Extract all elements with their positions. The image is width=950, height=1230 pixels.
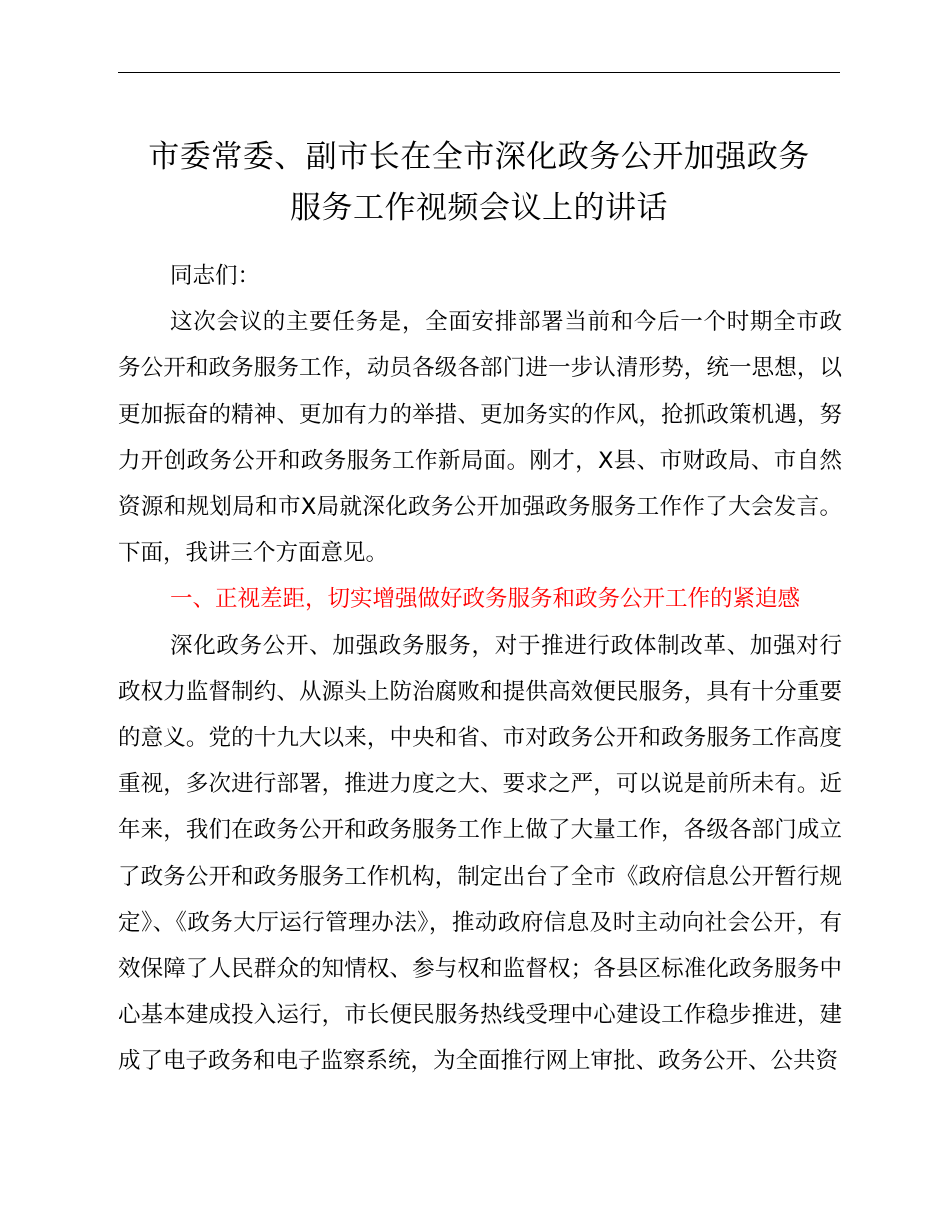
paragraph-intro: 这次会议的主要任务是，全面安排部署当前和今后一个时期全市政务公开和政务服务工作，动员各级各部门进一步认清形势，统一思想，以更加振奋的精神、更加有力的举措、更加务实的作风，抢抓政策机遇，努力开创政务公开和政务服务工作新局面。刚才，X县、市财政局、市自然资源和规划局和市X局就深化政务公开加强政务服务工作作了大会发言。下面，我讲三个方面意见。 xyxy=(118,309,842,567)
salutation: 同志们： xyxy=(170,263,261,289)
document-body xyxy=(118,253,842,1085)
paragraph-section-1: 深化政务公开、加强政务服务，对于推进行政体制改革、加强对行政权力监督制约、从源头上防治腐败和提供高效便民服务，具有十分重要的意义。党的十九大以来，中央和省、市对政务公开和政务服务工作高度重视，多次进行部署，推进力度之大、要求之严，可以说是前所未有。近年来，我们在政务公开和政务服务工作上做了大量工作，各级各部门成立了政务公开和政务服务工作机构，制定出台了全市《政府信息公开暂行规定》、《政务大厅运行管理办法》，推动政府信息及时主动向社会公开，有效保障了人民群众的知情权、参与权和监督权；各县区标准化政务服务中心基本建成投入运行，市长便民服务热线受理中心建设工作稳步推进，建成了电子政务和电子监察系统，为全面推行网上审批、政务公开、公共资 xyxy=(118,632,842,1075)
title-line-1: 市委常委、副市长在全市深化政务公开加强政务 xyxy=(148,139,810,175)
document-title xyxy=(110,132,848,234)
title-line-2: 服务工作视频会议上的讲话 xyxy=(290,190,668,226)
header-rule xyxy=(118,72,840,73)
section-heading-1: 一、正视差距，切实增强做好政务服务和政务公开工作的紧迫感 xyxy=(170,586,801,613)
